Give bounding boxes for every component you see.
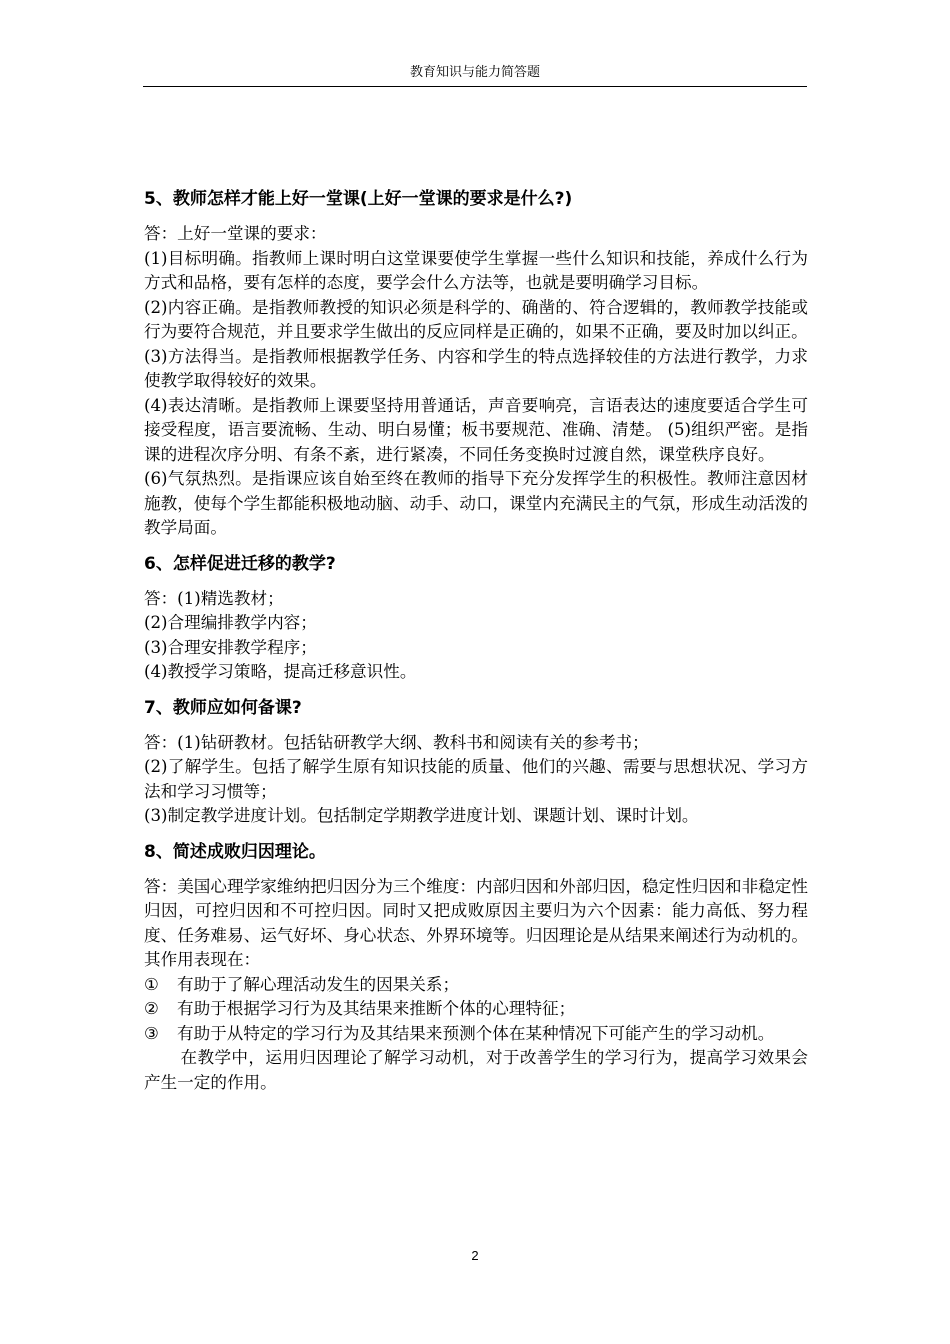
list-item bbox=[144, 1022, 808, 1047]
question-7 bbox=[144, 695, 808, 829]
question-6 bbox=[144, 551, 808, 685]
answer-paragraph: 答：(1)精选教材； bbox=[144, 588, 284, 608]
answer-paragraph: (4)表达清晰。是指教师上课要坚持用普通话，声音要响亮，言语表达的速度要适合学生可接受程度，语言要流畅、生动、明白易懂；板书要规范、准确、清楚。 (5)组织严密。是指课的进程次序分明、有条不紊，进行紧凑，不同任务变换时过渡自然，课堂秩序良好。 bbox=[144, 395, 808, 464]
list-item-number: ③ bbox=[144, 1023, 159, 1043]
answer-paragraph: (2)内容正确。是指教师教授的知识必须是科学的、确凿的、符合逻辑的，教师教学技能或行为要符合规范，并且要求学生做出的反应同样是正确的，如果不正确，要及时加以纠正。 bbox=[144, 297, 808, 341]
answer-paragraph: (2)合理编排教学内容； bbox=[144, 613, 317, 632]
answer-paragraph: (3)合理安排教学程序； bbox=[144, 637, 317, 657]
question-8 bbox=[144, 839, 808, 1096]
answer-paragraph: 答：上好一堂课的要求： bbox=[144, 224, 327, 243]
header-rule bbox=[143, 86, 807, 87]
page-header: 教育知识与能力简答题 bbox=[409, 65, 540, 80]
list-item-text: 有助于根据学习行为及其结果来推断个体的心理特征； bbox=[177, 999, 576, 1018]
answer-paragraph: (6)气氛热烈。是指课应该自始至终在教师的指导下充分发挥学生的积极性。教师注意因材施教，使每个学生都能积极地动脑、动手、动口，课堂内充满民主的气氛，形成生动活泼的教学局面。 bbox=[144, 469, 808, 537]
answer-paragraph: (3)制定教学进度计划。包括制定学期教学进度计划、课题计划、课时计划。 bbox=[144, 806, 699, 825]
answer-paragraph: 答：(1)钻研教材。包括钻研教学大纲、教科书和阅读有关的参考书； bbox=[144, 732, 649, 752]
question-8-title: 8、简述成败归因理论。 bbox=[144, 841, 326, 862]
question-6-title: 6、怎样促进迁移的教学? bbox=[144, 553, 336, 574]
document-body bbox=[144, 186, 808, 1095]
answer-paragraph: (2)了解学生。包括了解学生原有知识技能的质量、他们的兴趣、需要与思想状况、学习方法和学习习惯等； bbox=[144, 757, 808, 801]
question-7-title: 7、教师应如何备课? bbox=[144, 697, 302, 718]
list-item bbox=[144, 997, 808, 1022]
question-5-title: 5、教师怎样才能上好一堂课(上好一堂课的要求是什么?) bbox=[144, 189, 573, 209]
list-item-number: ① bbox=[144, 974, 159, 994]
question-5 bbox=[144, 186, 808, 541]
list-item-text: 有助于了解心理活动发生的因果关系； bbox=[177, 974, 460, 994]
answer-paragraph: (3)方法得当。是指教师根据教学任务、内容和学生的特点选择较佳的方法进行教学，力求使教学取得较好的效果。 bbox=[144, 346, 808, 390]
page-number: 2 bbox=[471, 1248, 479, 1263]
list-item-text: 有助于从特定的学习行为及其结果来预测个体在某种情况下可能产生的学习动机。 bbox=[177, 1023, 775, 1043]
answer-paragraph: (4)教授学习策略，提高迁移意识性。 bbox=[144, 662, 417, 681]
answer-paragraph: (1)目标明确。指教师上课时明白这堂课要使学生掌握一些什么知识和技能，养成什么行为方式和品格，要有怎样的态度，要学会什么方法等，也就是要明确学习目标。 bbox=[144, 248, 808, 292]
list-item bbox=[144, 973, 808, 998]
conclusion-paragraph: 在教学中，运用归因理论了解学习动机，对于改善学生的学习行为，提高学习效果会产生一定的作用。 bbox=[144, 1048, 808, 1092]
list-item-number: ② bbox=[144, 999, 159, 1018]
answer-paragraph: 答：美国心理学家维纳把归因分为三个维度：内部归因和外部归因，稳定性归因和非稳定性归因，可控归因和不可控归因。同时又把成败原因主要归为六个因素：能力高低、努力程度、任务难易、运气好坏、身心状态、外界环境等。归因理论是从结果来阐述行为动机的。其作用表现在： bbox=[144, 876, 808, 969]
